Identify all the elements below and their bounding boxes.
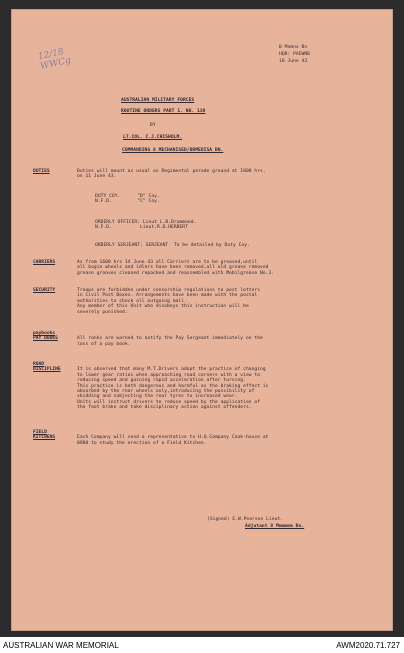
title-line-4: LT.COL. C.J.CHISHOLM. xyxy=(123,135,183,140)
handwritten-annotation: 12/18 WWCg xyxy=(37,47,72,73)
section-heading-duties: DUTIES xyxy=(33,169,50,174)
signature-title: Adjutant 8 Mmmmmm Bn. xyxy=(245,524,305,529)
orderly-officer-text: ORDERLY OFFICER: Lieut L.B.Drummond. N.F.D. Lieut.R.D.HERBERT xyxy=(95,220,197,231)
section-heading-field-kitchens: FIELD KITCHENS xyxy=(33,430,56,441)
title-line-3: BY xyxy=(150,123,156,128)
section-text-field-kitchens: Each Company will send a representative to H.Q.Company Cook-house at 0900 to study the erection of a Field Kitchen. xyxy=(77,435,269,446)
section-text-paybooks: All ranks are warned to notify the Pay Sergeant immediately on the loss of a pay book. xyxy=(77,336,263,347)
section-heading-carriers: CARRIERS xyxy=(33,260,56,265)
section-heading-paybooks: paybooks PAY BOOKS xyxy=(33,331,58,342)
footer-institution: AUSTRALIAN WAR MEMORIAL xyxy=(3,641,119,650)
orderly-serjeant-text: ORDERLY SERJEANT: SERJEANT To be detailed by Duty Coy. xyxy=(95,243,250,248)
section-text-duties: Duties will mount as usual on Regimental parade ground at 1800 hrs. on 11 June 43. xyxy=(77,169,266,180)
title-line-2: ROUTINE ORDERS PART 1. NO. 138 xyxy=(121,109,206,114)
duty-coy-text: DUTY COY. "D" Coy. N.F.D. "C" Coy. xyxy=(95,194,160,205)
footer-accession-number: AWM2020.71.727 xyxy=(336,641,400,650)
footer-bar xyxy=(0,637,404,653)
section-text-carriers: As from 1600 hrs 14 June 43 all Carriers are to be greased,until all bogie wheels and idlers have been removed,all old grease removed grease grooves cleaned repacked and reassembled with Mobilgrease No.3. xyxy=(77,260,275,276)
section-text-security: Troops are forbidden under censorship regulations to post letters in Civil Post Boxes. Arrangements have been made with the postal authorities to check all outgoing mail. Any member of this Unit who disobeys this instruction will be severely punished. xyxy=(77,288,261,315)
document-page xyxy=(11,9,393,631)
title-line-1: AUSTRALIAN MILITARY FORCES xyxy=(121,98,195,103)
section-heading-security: SECURITY xyxy=(33,288,56,293)
title-line-5: COMMANDING 8 MECHANISED/BRMEDISA BN. xyxy=(122,148,224,153)
header-date: 10 June 43 xyxy=(279,59,308,64)
header-unit: B Mnmnx Bn xyxy=(279,45,308,50)
signature-name: (Signed) E.W.Pearson Lieut. xyxy=(207,517,284,522)
section-heading-road-discipline: ROAD DISCIPLINE xyxy=(33,362,61,373)
section-text-road-discipline: It is observed that many M.T.Drivers adopt the practice of changing to lower gear ratios when approaching road corners with a view to reducing speed and gaining rapid acceleration after turning. This practice is both dangerous and harmful as the braking effect is absorbed by the rear wheels only,introducing the possibility of skidding and subjecting the rear tyres to increased wear. Units will instruct drivers to reduce speed by the application of the foot brake and take disciplinary action against offenders. xyxy=(77,367,269,411)
header-location: HQR: PAEWNB xyxy=(279,52,310,57)
